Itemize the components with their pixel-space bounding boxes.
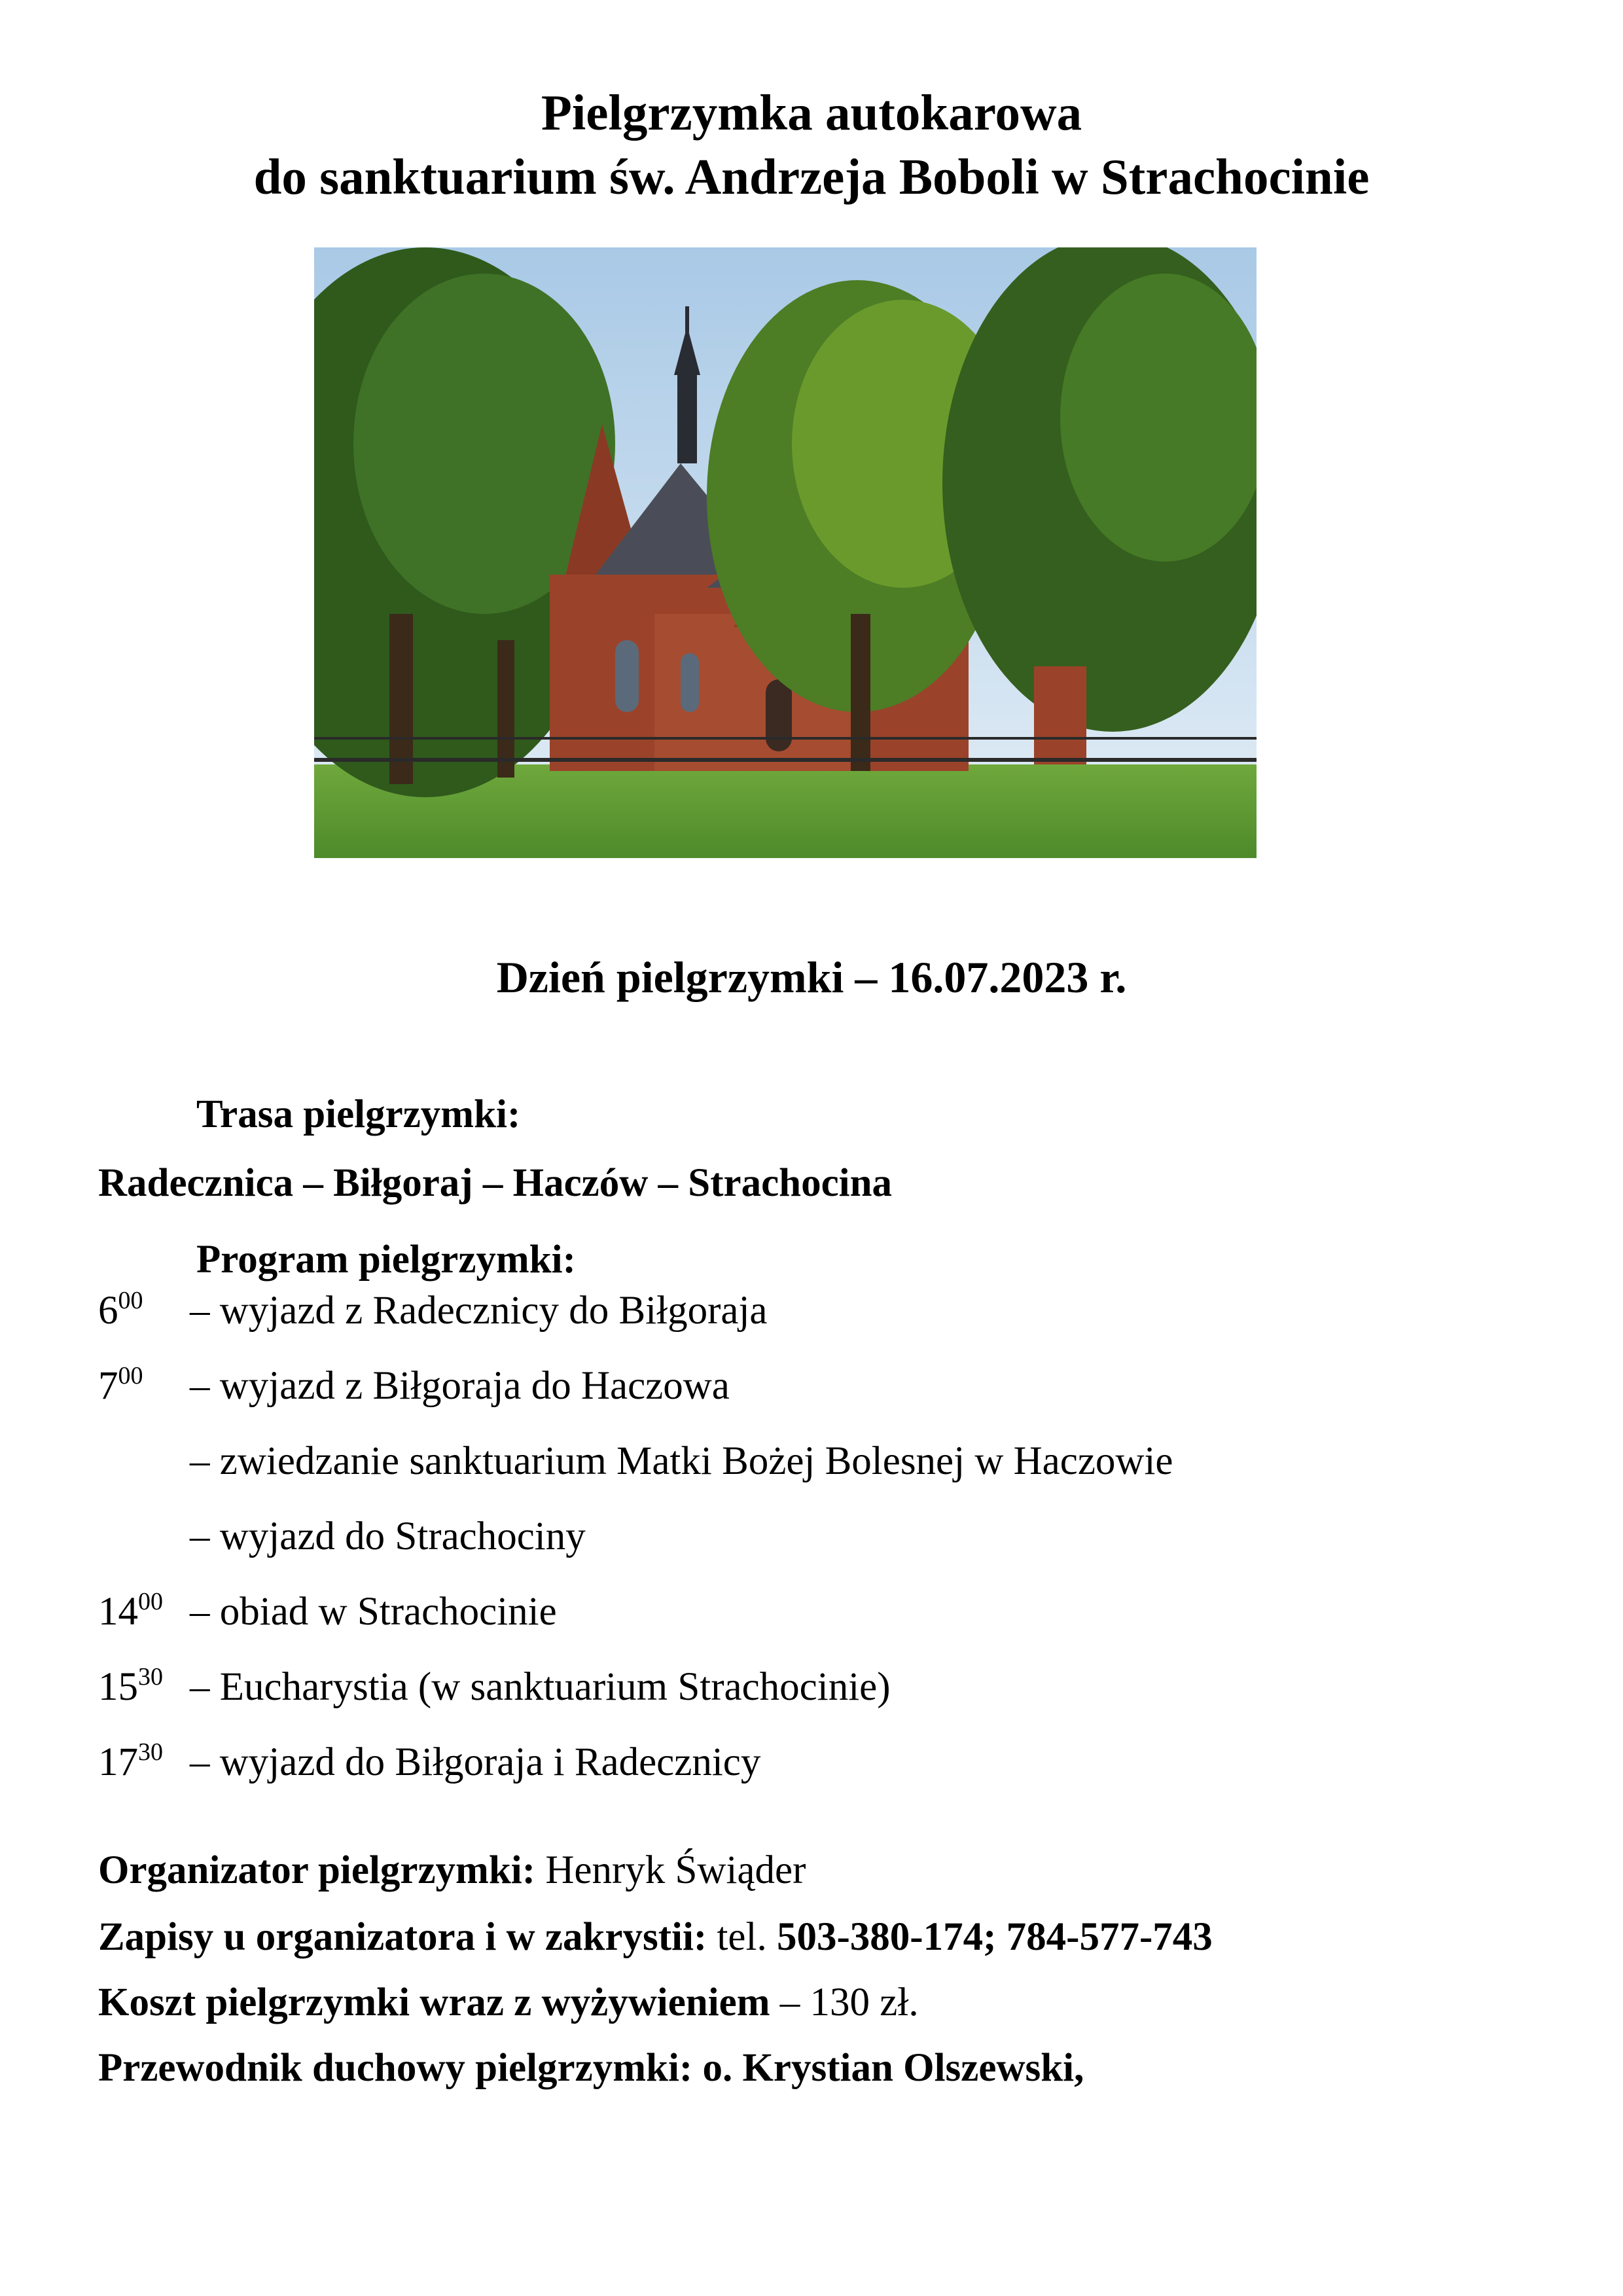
program-description: – Eucharystia (w sanktuarium Strachocinie) bbox=[190, 1665, 891, 1709]
program-time: $17^{30}$ bbox=[98, 1738, 163, 1784]
program-time: $15^{30}$ bbox=[98, 1663, 163, 1709]
program-description: – zwiedzanie sanktuarium Matki Bożej Bolesnej w Haczowie bbox=[190, 1439, 1173, 1483]
guide-label: Przewodnik duchowy pielgrzymki: bbox=[98, 2046, 693, 2090]
title-line-2: do sanktuarium św. Andrzeja Boboli w Strachocinie bbox=[253, 149, 1370, 205]
organizer-value: Henryk Świąder bbox=[535, 1848, 806, 1892]
guide-value: o. Krystian Olszewski, bbox=[692, 2046, 1084, 2090]
signup-line bbox=[98, 1911, 1213, 1964]
organizer-line bbox=[98, 1844, 806, 1897]
program-time: $6^{00}$ bbox=[98, 1287, 143, 1333]
organizer-label: Organizator pielgrzymki: bbox=[98, 1848, 536, 1892]
signup-label: Zapisy u organizatora i w zakrystii: bbox=[98, 1915, 707, 1959]
guide-line bbox=[98, 2042, 1084, 2094]
program-description: – obiad w Strachocinie bbox=[190, 1590, 557, 1634]
program-heading: Program pielgrzymki: bbox=[196, 1238, 576, 1282]
title-line-1: Pielgrzymka autokarowa bbox=[541, 84, 1082, 141]
program-description: – wyjazd z Biłgoraja do Haczowa bbox=[190, 1364, 730, 1408]
church-photo bbox=[314, 247, 1257, 858]
program-description: – wyjazd do Strachociny bbox=[190, 1515, 586, 1558]
program-description: – wyjazd do Biłgoraja i Radecznicy bbox=[190, 1740, 761, 1784]
cost-line bbox=[98, 1977, 919, 2029]
route-value: Radecznica – Biłgoraj – Haczów – Strachocina bbox=[98, 1161, 893, 1205]
cost-value: – 130 zł. bbox=[770, 1981, 919, 2024]
program-description: – wyjazd z Radecznicy do Biłgoraja bbox=[190, 1289, 768, 1333]
cost-label: Koszt pielgrzymki wraz z wyżywieniem bbox=[98, 1981, 770, 2024]
program-time: $7^{00}$ bbox=[98, 1362, 143, 1408]
signup-tel-prefix: tel. bbox=[707, 1915, 777, 1959]
signup-phones: 503-380-174; 784-577-743 bbox=[776, 1915, 1213, 1959]
program-time: $14^{00}$ bbox=[98, 1588, 163, 1634]
pilgrimage-date: Dzień pielgrzymki – 16.07.2023 r. bbox=[496, 952, 1127, 1002]
route-heading: Trasa pielgrzymki: bbox=[196, 1092, 521, 1136]
